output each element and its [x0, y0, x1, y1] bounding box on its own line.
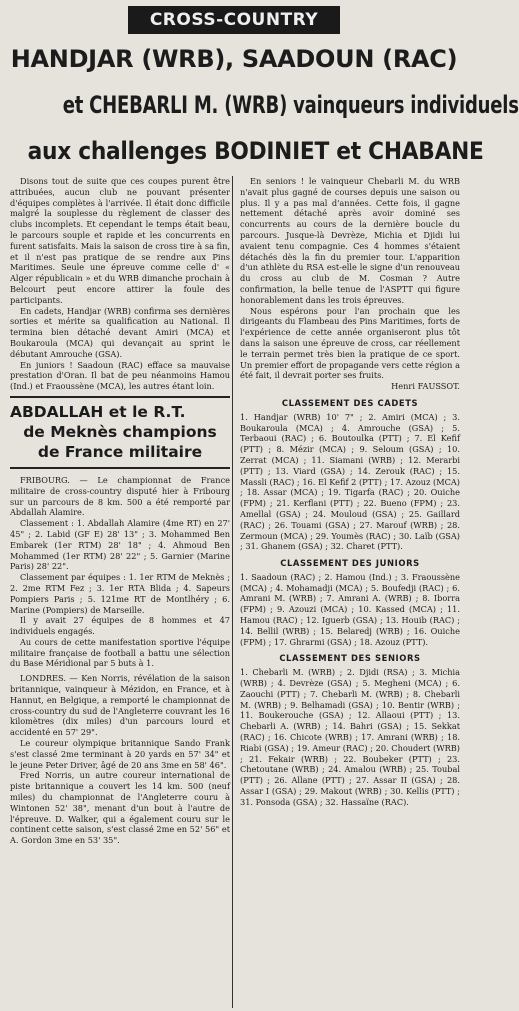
cadets-ranking-title: CLASSEMENT DES CADETS — [281, 397, 419, 408]
fribourg-paragraph-3: Classement par équipes : 1. 1er RTM de Meknès ; 2. 2me RTM Fez ; 3. 1er RTA Blida ; 4. Sapeurs Pompiers Paris ; 5. 121me RT de Montlhéry ; 6. Marine (Pompiers) de Marseille. — [10, 572, 230, 615]
cadets-ranking: 1. Handjar (WRB) 10' 7" ; 2. Amiri (MCA) ; 3. Boukaroula (MCA) ; 4. Amrouche (GSA) ; 5. Terbaoui (RAC) ; 6. Boutoulka (PTT) ; 7. El Kefif (PTT) ; 8. Mézir (MCA) ; 9. Seloum (GSA) ; 10. Zerrat (MCA) ; 11. Siamani (WRB) ; 12. Merarbi (PTT) ; 13. Viard (GSA) ; 14. Zerouk (RAC) ; 15. Massli (RAC) ; 16. El Kefif 2 (PTT) ; 17. Azouz (MCA) ; 18. Assar (MCA) ; 19. Tigarfa (RAC) ; 20. Ouiche (FPM) ; 21. Kerflani (PTT) ; 22. Bueno (FPM) ; 23. Amellal (GSA) ; 24. Mouloud (GSA) ; 25. Gaillard (RAC) ; 26. Touami (GSA) ; 27. Marouf (WRB) ; 28. Zermoun (MCA) ; 29. Youmès (RAC) ; 30. Laïb (GSA) ; 31. Ghanem (GSA) ; 32. Charet (PTT). — [240, 411, 460, 552]
box-title-line-2: de Meknès champions — [23, 422, 217, 441]
seniors-ranking-title: CLASSEMENT DES SENIORS — [279, 653, 421, 664]
right-column — [240, 176, 460, 808]
juniors-ranking: 1. Saadoun (RAC) ; 2. Hamou (Ind.) ; 3. Fraoussène (MCA) ; 4. Mohamadji (MCA) ; 5. Boufedji (RAC) ; 6. Amrani M. (WRB) ; 7. Amrani A. (WRB) ; 8. Iborra (FPM) ; 9. Azouzi (MCA) ; 10. Kassed (MCA) ; 11. Hamou (RAC) ; 12. Iguerb (GSA) ; 13. Houib (RAC) ; 14. Bellil (WRB) ; 15. Belaredj (WRB) ; 16. Ouiche (FPM) ; 17. Ghrarmi (GSA) ; 18. Azouz (PTT). — [240, 571, 460, 647]
box-title-line-3: de France militaire — [37, 442, 203, 461]
intro-paragraph-1: Disons tout de suite que ces coupes purent être attribuées, aucun club ne pouvant présenter d'équipes complètes à l'arrivée. Il était donc difficile malgré la souplesse du règlement de classer des clubs incomplets. Et cependant le temps était beau, le parcours souple et rapide et les concurrents en furent satisfaits. Mais la saison de cross tire à sa fin, et il n'est pas pratique de se rendre aux Pins Maritimes. Seule une épreuve comme celle d' « Alger républicain » et du WRB dimanche prochain à Belcourt peut encore attirer la foule des participants. — [10, 176, 230, 305]
headline-line-3: aux challenges BODINIET et CHABANE — [27, 137, 484, 165]
box-title-line-1: ABDALLAH et le R.T. — [10, 402, 186, 421]
fribourg-paragraph-4: Il y avait 27 équipes de 8 hommes et 47 individuels engagés. — [10, 615, 230, 637]
author-signature: Henri FAUSSOT. — [391, 381, 460, 392]
london-paragraph-2: Le coureur olympique britannique Sando Frank s'est classé 2me terminant à 20 yards en 57' 34" et le jeune Peter Driver, âgé de 20 ans 3me en 58' 46". — [10, 738, 230, 770]
fribourg-paragraph-2: Classement : 1. Abdallah Alamire (4me RT) en 27' 45" ; 2. Labid (GF E) 28' 13" ; 3. Mohammed Ben Embarek (1er RTM) 28' 18" ; 4. Ahmoud Ben Mohammed (1er RTM) 28' 22" ; 5. Garnier (Marine Paris) 28' 22". — [10, 518, 230, 572]
london-paragraph-3: Fred Norris, un autre coureur international de piste britannique a couvert les 14 km. 500 (neuf miles) du championnat de l'Angleterre couru à Wintonen 52' 38", menant d'un bout à l'autre de l'épreuve. D. Walker, qui a également couru sur le continent cette saison, s'est classé 2me en 52' 56" et A. Gordon 3me en 53' 35". — [10, 770, 230, 846]
column-divider — [232, 176, 233, 1008]
intro-paragraph-3: En juniors ! Saadoun (RAC) efface sa mauvaise prestation d'Oran. Il bat de peu néanmoins Hamou (Ind.) et Fraoussène (MCA), les autres étant loin. — [10, 359, 230, 392]
military-championship-box — [10, 396, 230, 469]
seniors-ranking: 1. Chebarli M. (WRB) ; 2. Djidi (RSA) ; 3. Michia (WRB) ; 4. Devrèze (GSA) ; 5. Megheni (MCA) ; 6. Zaouchi (PTT) ; 7. Chebarli M. (WRB) ; 8. Chebarli M. (WRB) ; 9. Belhamadi (GSA) ; 10. Bentir (WRB) ; 11. Boukerouche (GSA) ; 12. Allaoui (PTT) ; 13. Chebarli A. (WRB) ; 14. Bahri (GSA) ; 15. Sekkat (RAC) ; 16. Chicote (WRB) ; 17. Amrani (WRB) ; 18. Riabi (GSA) ; 19. Ameur (RAC) ; 20. Choudert (WRB) ; 21. Fekair (WRB) ; 22. Boubeker (PTT) ; 23. Chetoutane (WRB) ; 24. Amalou (WRB) ; 25. Toubal (PTT) ; 26. Allane (PTT) ; 27. Assar II (GSA) ; 28. Assar I (GSA) ; 29. Makout (WRB) ; 30. Kellis (PTT) ; 31. Ponsoda (GSA) ; 32. Hassaïne (RAC). — [240, 667, 460, 807]
fribourg-paragraph-1: FRIBOURG. — Le championnat de France militaire de cross-country disputé hier à Fribourg sur un parcours de 8 km. 500 a été remporté par Abdallah Alamire. — [10, 474, 230, 518]
headline-line-1: HANDJAR (WRB), SAADOUN (RAC) — [10, 45, 458, 73]
london-paragraph-1: LONDRES. — Ken Norris, révélation de la saison britannique, vainqueur à Mézidon, en France, et à Hannut, en Belgique, a remporté le championnat de cross-country du sud de l'Angleterre couvrant les 16 kilomètres (dix miles) d'un parcours lourd et accidenté en 57' 29". — [10, 673, 230, 738]
section-banner: CROSS-COUNTRY — [128, 6, 340, 34]
fribourg-paragraph-5: Au cours de cette manifestation sportive l'équipe militaire française de football a battu une sélection du Base Méridional par 5 buts à 1. — [10, 636, 230, 669]
juniors-ranking-title: CLASSEMENT DES JUNIORS — [280, 558, 420, 569]
headline-line-2: et CHEBARLI M. (WRB) vainqueurs individuels — [62, 91, 519, 119]
outlook-paragraph: Nous espérons pour l'an prochain que les dirigeants du Flambeau des Pins Maritimes, forts de l'expérience de cette année organiseront plus tôt dans la saison une épreuve de cross, car réellement le terrain permet très bien la pratique de ce sport. Un premier effort de propagande vers cette région a été fait, il devrait porter ses fruits. — [240, 305, 460, 381]
intro-paragraph-2: En cadets, Handjar (WRB) confirma ses dernières sorties et mérite sa qualification au National. Il termina bien détaché devant Amiri (MCA) et Boukaroula (MCA) qui devançait au sprint le débutant Amrouche (GSA). — [10, 305, 230, 359]
seniors-report-paragraph: En seniors ! le vainqueur Chebarli M. du WRB n'avait plus gagné de courses depuis une saison ou plus. Il y a pas mal d'années. Cette fois, il gagne nettement détaché après avoir dominé ses concurrents au cours de la dernière boucle du parcours. Jusque-là Devrèze, Michia et Djidi lui avaient tenu compagnie. Ces 4 hommes s'étaient détachés dès la fin du premier tour. L'apparition d'un athlète du RSA est-elle le signe d'un renouveau du cross au club de M. Cosman ? Autre confirmation, la belle tenue de l'ASPTT qui figure honorablement dans les trois épreuves. — [240, 176, 460, 305]
left-column — [10, 176, 230, 846]
